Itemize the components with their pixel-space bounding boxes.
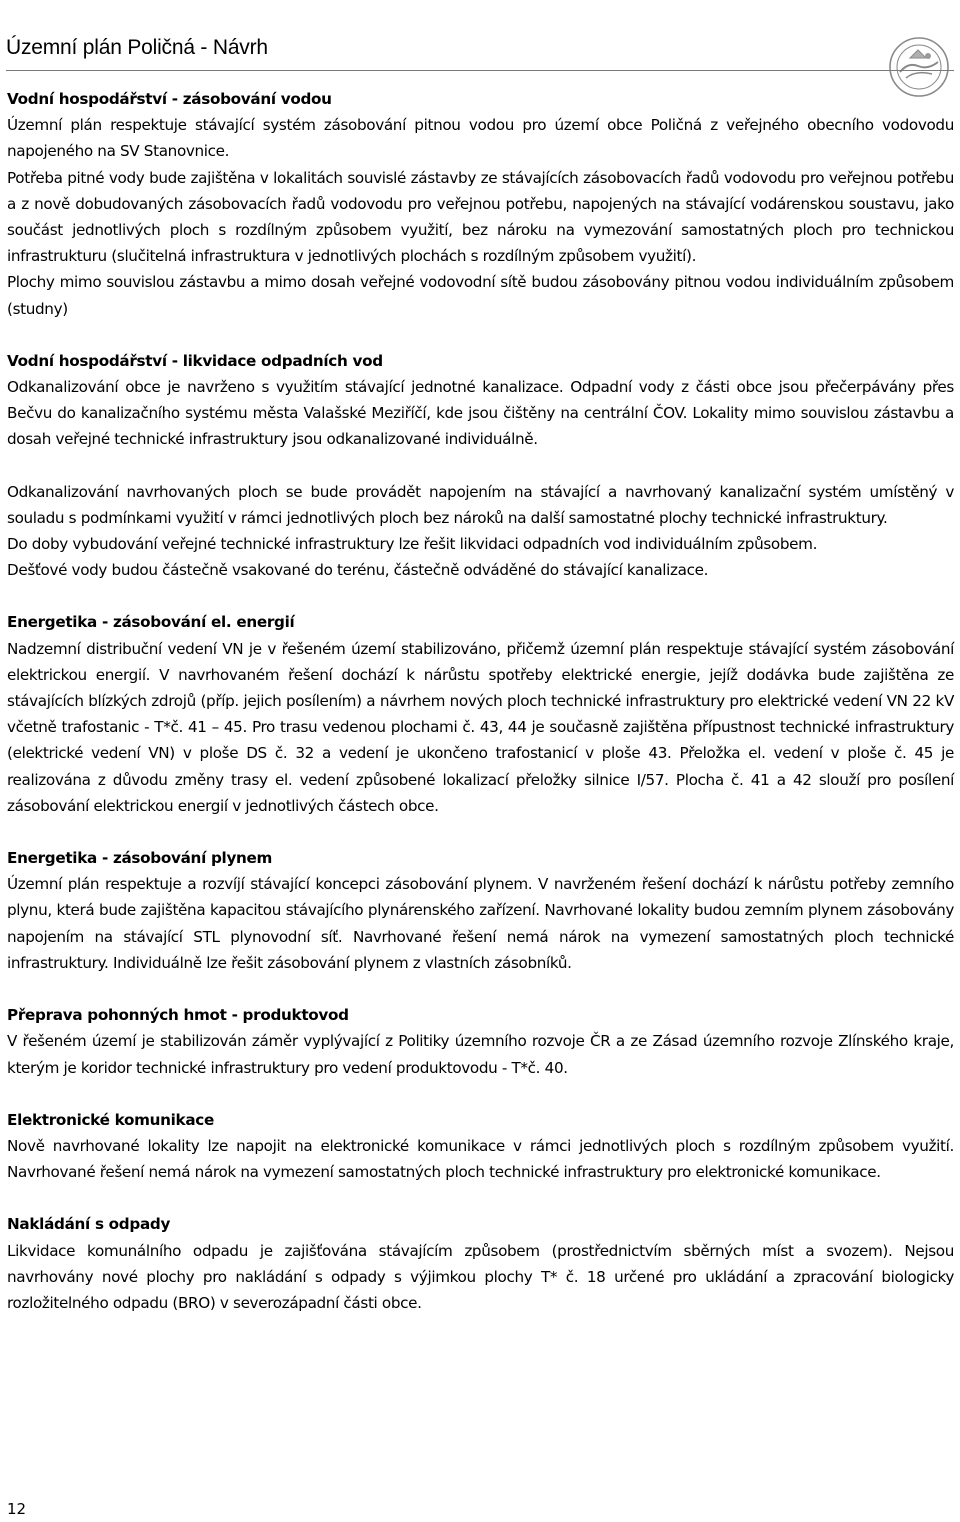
section-water-supply	[7, 86, 954, 322]
document-body	[7, 86, 954, 1316]
section-electricity	[7, 609, 954, 819]
paragraph: Nově navrhované lokality lze napojit na elektronické komunikace v rámci jednotlivých ploch s rozdílným způsobem využití. Navrhované řešení nemá nárok na vymezení samostatných ploch technické infrastruktury pro elektronické komunikace.	[7, 1136, 954, 1182]
section-heading: Nakládání s odpady	[7, 1215, 171, 1234]
page-number: 12	[7, 1500, 27, 1518]
section-heading: Vodní hospodářství - likvidace odpadních vod	[7, 351, 383, 370]
section-waste	[7, 1211, 954, 1316]
paragraph: Likvidace komunálního odpadu je zajišťována stávajícím způsobem (prostřednictvím sběrných míst a svozem). Nejsou navrhovány nové plochy pro nakládání s odpady s výjimkou plochy T* č. 18 určené pro ukládání a zpracování biologicky rozložitelného odpadu (BRO) v severozápadní části obce.	[7, 1241, 954, 1312]
document-title: Územní plán Poličná - Návrh	[6, 36, 268, 59]
paragraph: Plochy mimo souvislou zástavbu a mimo dosah veřejné vodovodní sítě budou zásobovány pitnou vodou individuálním způsobem (studny)	[7, 273, 954, 318]
paragraph: Územní plán respektuje stávající systém zásobování pitnou vodou pro území obce Poličná z veřejného obecního vodovodu napojeného na SV Stanovnice.	[7, 116, 954, 161]
section-heading: Energetika - zásobování el. energií	[7, 613, 295, 632]
paragraph: V řešeném území je stabilizován záměr vyplývající z Politiky územního rozvoje ČR a ze Zásad územního rozvoje Zlínského kraje, kterým je koridor technické infrastruktury pro vedení produktovodu - T*č. 40.	[7, 1032, 954, 1077]
paragraph: Nadzemní distribuční vedení VN je v řešeném území stabilizováno, přičemž územní plán respektuje stávající systém zásobování elektrickou energií. V navrhovaném řešení dochází k nárůstu spotřeby elektrické energie, jejíž dodávka bude zajištěna ze stávajících blízkých zdrojů (příp. jejich posílením) a návrhem nových ploch technické infrastruktury pro elektrické vedení VN 22 kV včetně trafostanic - T*č. 41 – 45. Pro trasu vedenou plochami č. 43, 44 je současně zajištěna přípustnost technické infrastruktury (elektrické vedení VN) v ploše DS č. 32 a vedení je ukončeno trafostanicí v ploše 43. Přeložka el. vedení v ploše č. 45 je realizována z důvodu změny trasy el. vedení způsobené lokalizací přeložky silnice I/57. Plocha č. 41 a 42 slouží pro posílení zásobování elektrickou energií v jednotlivých částech obce.	[7, 639, 954, 815]
section-heading: Vodní hospodářství - zásobování vodou	[7, 90, 332, 108]
paragraph: Územní plán respektuje a rozvíjí stávající koncepci zásobování plynem. V navrženém řešení dochází k nárůstu potřeby zemního plynu, která bude zajištěna kapacitou stávajícího plynárenského zařízení. Navrhované lokality budou zemním plynem zásobovány napojením na stávající STL plynovodní síť. Navrhované řešení nemá nárok na vymezení samostatných ploch technické infrastruktury. Individuálně lze řešit zásobování plynem z vlastních zásobníků.	[7, 875, 954, 972]
section-heading: Elektronické komunikace	[7, 1110, 215, 1129]
paragraph: Dešťové vody budou částečně vsakované do terénu, částečně odváděné do stávající kanalizace.	[7, 561, 709, 580]
section-pipeline	[7, 1002, 954, 1081]
paragraph: Potřeba pitné vody bude zajištěna v lokalitách souvislé zástavby ze stávajících zásobovacích řadů vodovodu pro veřejnou potřebu a z nově dobudovaných zásobovacích řadů vodovodu pro veřejnou potřebu, napojených na stávající vodárenskou soustavu, jako součást jednotlivých ploch s rozdílným způsobem využití, bez nároku na vymezování samostatných ploch pro technickou infrastrukturu (slučitelná infrastruktura v jednotlivých plochách s rozdílným způsobem využití).	[7, 168, 954, 266]
page-header	[6, 36, 954, 76]
paragraph: Do doby vybudování veřejné technické infrastruktury lze řešit likvidaci odpadních vod individuálním způsobem.	[7, 535, 818, 554]
section-heading: Přeprava pohonných hmot - produktovod	[7, 1006, 349, 1025]
paragraph: Odkanalizování navrhovaných ploch se bude provádět napojením na stávající a navrhovaný kanalizační systém umístěný v souladu s podmínkami využití v rámci jednotlivých ploch bez nároků na další samostatné plochy technické infrastruktury.	[7, 482, 954, 527]
section-heading: Energetika - zásobování plynem	[7, 849, 273, 868]
section-wastewater	[7, 348, 954, 453]
header-divider	[6, 70, 954, 71]
section-gas	[7, 845, 954, 976]
paragraph: Odkanalizování obce je navrženo s využitím stávající jednotné kanalizace. Odpadní vody z části obce jsou přečerpávány přes Bečvu do kanalizačního systému města Valašské Meziříčí, kde jsou čištěny na centrální ČOV. Lokality mimo souvislou zástavbu a dosah veřejné technické infrastruktury jsou odkanalizované individuálně.	[7, 378, 954, 449]
section-wastewater-continued	[7, 479, 954, 584]
section-electronic-communications	[7, 1107, 954, 1186]
